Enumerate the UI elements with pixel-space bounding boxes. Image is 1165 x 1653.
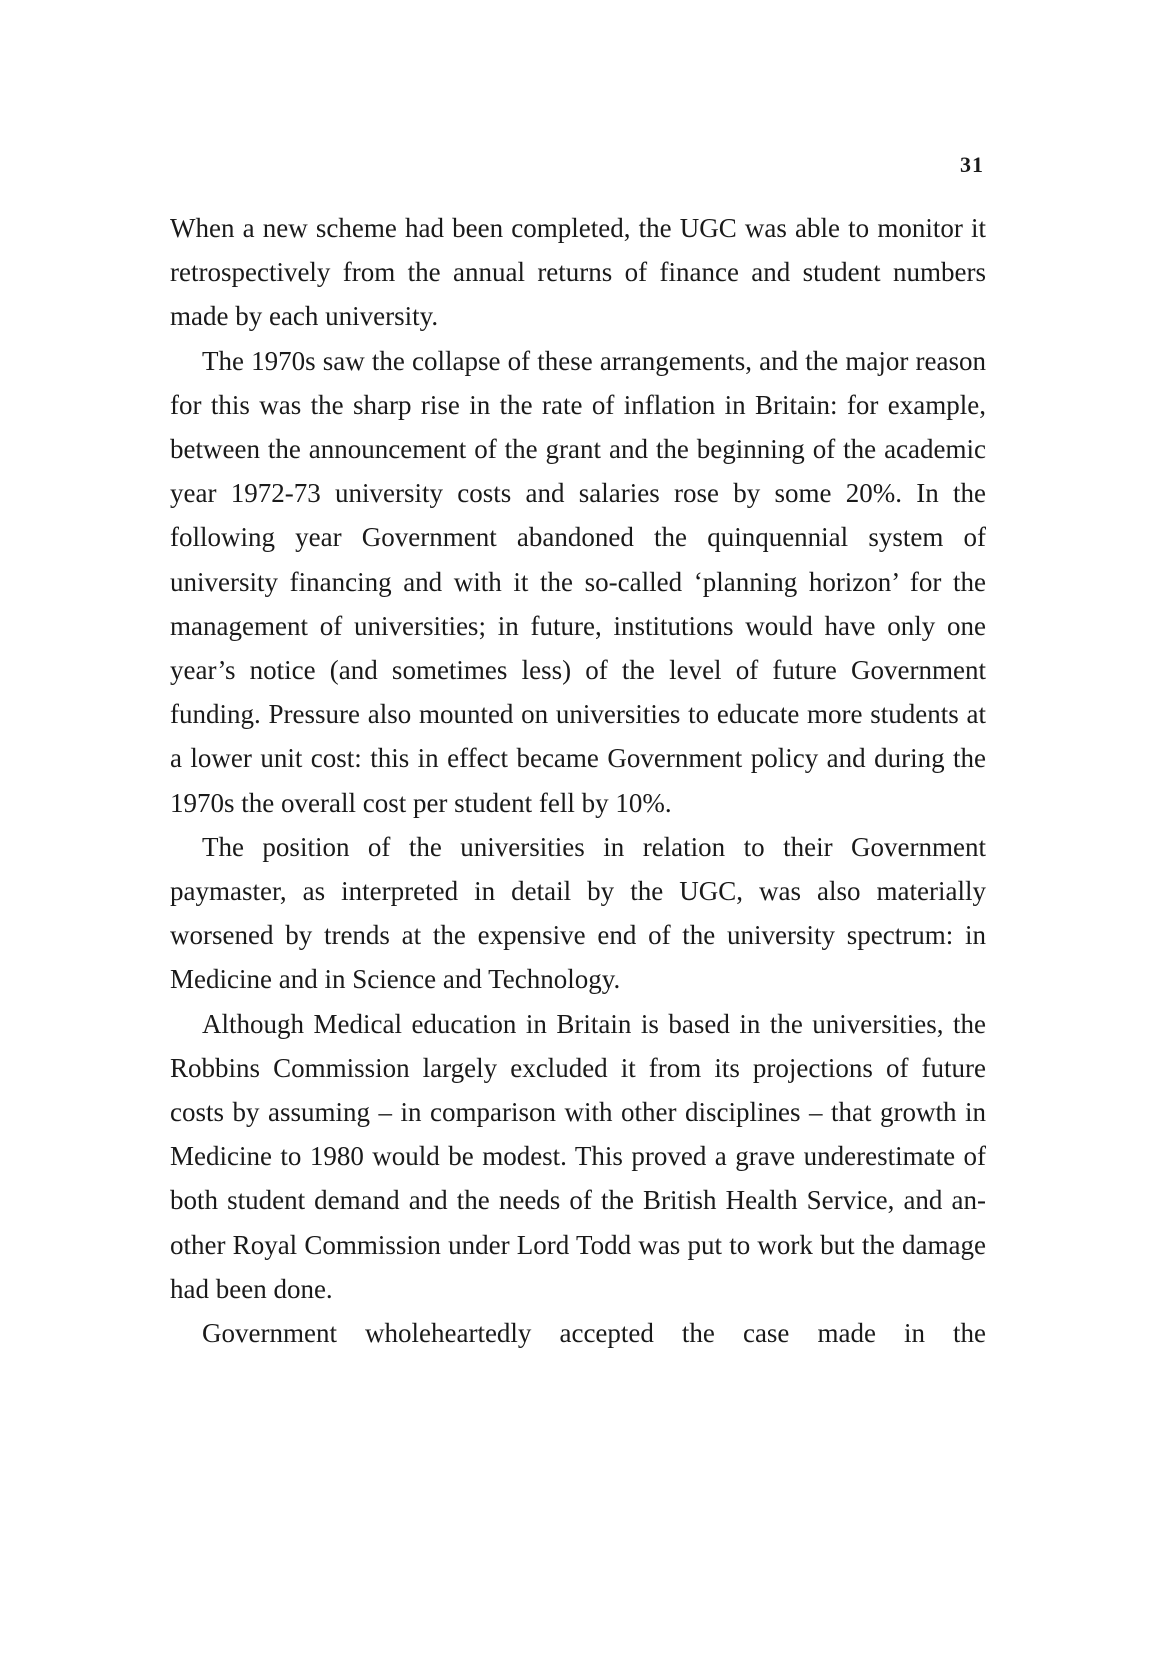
body-text — [170, 206, 986, 1355]
paragraph-2: The 1970s saw the collapse of these arrangements, and the major reason for this was the sharp rise in the rate of inflation in Britain: for example, between the announcement of the grant and the beginning of the academic year 1972-73 university costs and salaries rose by some 20%. In the following year Government abandoned the quinquennial system of university financing and with it the so-called ‘planning horizon’ for the management of universities; in future, institutions would have only one year’s notice (and sometimes less) of the level of future Government funding. Pressure also mounted on universities to educate more students at a lower unit cost: this in effect became Government policy and during the 1970s the overall cost per student fell by 10%. — [170, 345, 986, 818]
paragraph-3: The position of the universities in relation to their Government paymaster, as interpreted in detail by the UGC, was also materially worsened by trends at the expensive end of the university spectrum: in Medicine and in Science and Technology. — [170, 831, 986, 995]
paragraph-5: Government wholeheartedly accepted the case made in the — [202, 1318, 986, 1349]
page-number: 31 — [960, 152, 984, 177]
paragraph-4: Although Medical education in Britain is based in the universities, the Robbins Commission largely excluded it from its projections of future costs by assuming – in comparison with other disciplines – that growth in Medicine to 1980 would be modest. This proved a grave underestimate of both student demand and the needs of the British Health Service, and another Royal Commission under Lord Todd was put to work but the damage had been done. — [170, 1008, 986, 1304]
paragraph-1: When a new scheme had been completed, the UGC was able to monitor it retrospectively from the annual returns of finance and student numbers made by each university. — [170, 213, 986, 332]
